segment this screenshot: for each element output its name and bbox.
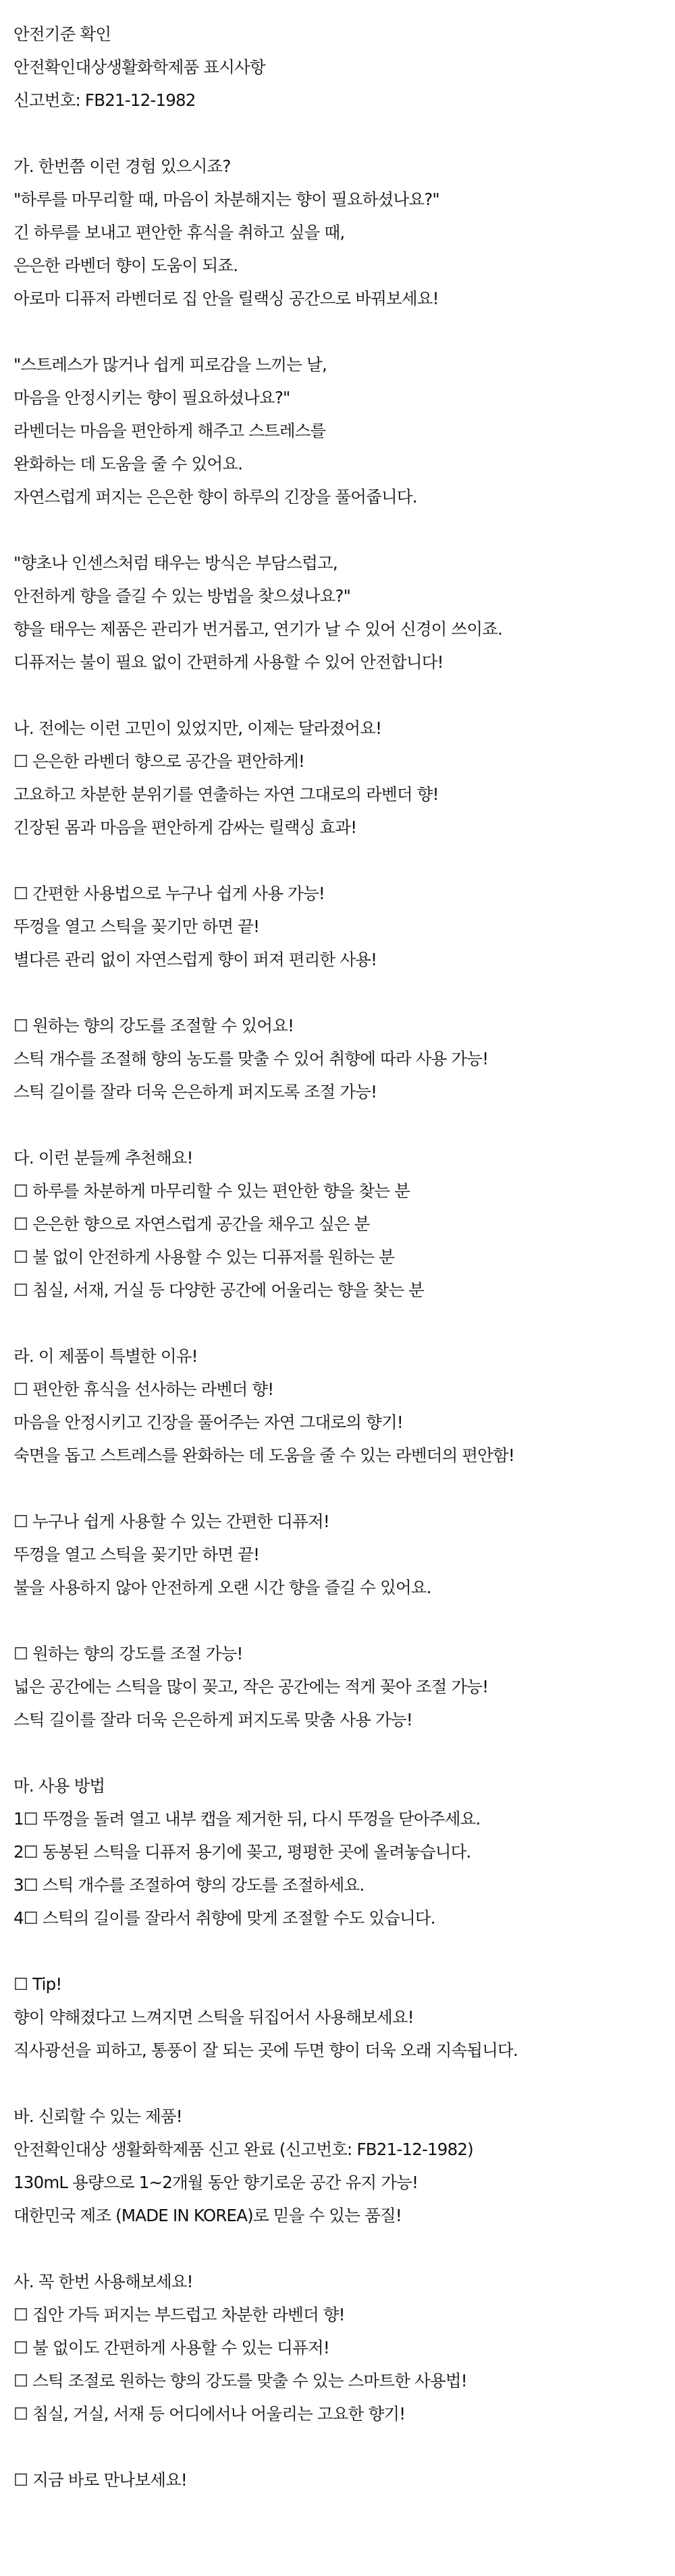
paragraph-gap: [14, 2067, 648, 2100]
text-line: 라벤더는 마음을 편안하게 해주고 스트레스를: [14, 421, 326, 440]
text-line: ☐ 불 없이도 간편하게 사용할 수 있는 디퓨저!: [14, 2338, 329, 2357]
paragraph-gap: [14, 2232, 648, 2265]
text-line: 안전확인대상생활화학제품 표시사항: [14, 57, 265, 77]
paragraph-gap: [14, 1307, 648, 1340]
text-line: 가. 한번쯤 이런 경험 있으시죠?: [14, 156, 231, 176]
text-line: 신고번호: FB21-12-1982: [14, 90, 196, 110]
paragraph-gap: [14, 315, 648, 348]
text-line: ☐ 불 없이 안전하게 사용할 수 있는 디퓨저를 원하는 분: [14, 1247, 395, 1267]
paragraph-gap: [14, 1108, 648, 1141]
paragraph-gap: [14, 976, 648, 1009]
text-line: 직사광선을 피하고, 통풍이 잘 되는 곳에 두면 향이 더욱 오래 지속됩니다.: [14, 2040, 518, 2060]
text-line: 마음을 안정시키고 긴장을 풀어주는 자연 그대로의 향기!: [14, 1412, 403, 1432]
text-line: 넓은 공간에는 스틱을 많이 꽂고, 작은 공간에는 적게 꽂아 조절 가능!: [14, 1677, 489, 1696]
text-line: 아로마 디퓨저 라벤더로 집 안을 릴랙싱 공간으로 바꿔보세요!: [14, 289, 439, 308]
text-line: 뚜껑을 열고 스틱을 꽂기만 하면 끝!: [14, 1545, 260, 1564]
text-line: ☐ 침실, 거실, 서재 등 어디에서나 어울리는 고요한 향기!: [14, 2404, 406, 2424]
text-line: 고요하고 차분한 분위기를 연출하는 자연 그대로의 라벤더 향!: [14, 784, 439, 804]
text-line: 은은한 라벤더 향이 도움이 되죠.: [14, 256, 238, 275]
text-line: 안전하게 향을 즐길 수 있는 방법을 찾으셨나요?": [14, 586, 351, 606]
text-line: 긴장된 몸과 마음을 편안하게 감싸는 릴랙싱 효과!: [14, 818, 357, 837]
paragraph-gap: [14, 2430, 648, 2463]
text-line: ☐ Tip!: [14, 1974, 62, 1994]
text-line: ☐ 원하는 향의 강도를 조절 가능!: [14, 1644, 243, 1663]
text-line: 대한민국 제조 (MADE IN KOREA)로 믿을 수 있는 품질!: [14, 2206, 402, 2225]
text-line: ☐ 스틱 조절로 원하는 향의 강도를 맞출 수 있는 스마트한 사용법!: [14, 2371, 467, 2391]
text-line: ☐ 하루를 차분하게 마무리할 수 있는 편안한 향을 찾는 분: [14, 1181, 410, 1201]
text-line: 향이 약해졌다고 느껴지면 스틱을 뒤집어서 사용해보세요!: [14, 2007, 414, 2027]
text-line: 4☐ 스틱의 길이를 잘라서 취향에 맞게 조절할 수도 있습니다.: [14, 1908, 435, 1928]
text-line: 불을 사용하지 않아 안전하게 오랜 시간 향을 즐길 수 있어요.: [14, 1578, 431, 1597]
text-line: "스트레스가 많거나 쉽게 피로감을 느끼는 날,: [14, 355, 327, 374]
text-line: 별다른 관리 없이 자연스럽게 향이 퍼져 편리한 사용!: [14, 950, 377, 969]
text-line: 안전기준 확인: [14, 24, 111, 44]
text-line: "하루를 마무리할 때, 마음이 차분해지는 향이 필요하셨나요?": [14, 190, 439, 209]
text-line: 향을 태우는 제품은 관리가 번거롭고, 연기가 날 수 있어 신경이 쓰이죠.: [14, 619, 503, 639]
text-line: 나. 전에는 이런 고민이 있었지만, 이제는 달라졌어요!: [14, 718, 382, 738]
text-line: 라. 이 제품이 특별한 이유!: [14, 1346, 198, 1366]
text-line: 사. 꼭 한번 사용해보세요!: [14, 2272, 193, 2291]
text-line: 1☐ 뚜껑을 돌려 열고 내부 캡을 제거한 뒤, 다시 뚜껑을 닫아주세요.: [14, 1809, 481, 1829]
text-line: 스틱 개수를 조절해 향의 농도를 맞출 수 있어 취향에 따라 사용 가능!: [14, 1049, 489, 1068]
text-line: ☐ 은은한 향으로 자연스럽게 공간을 채우고 싶은 분: [14, 1214, 370, 1234]
text-line: ☐ 간편한 사용법으로 누구나 쉽게 사용 가능!: [14, 884, 325, 903]
text-line: 스틱 길이를 잘라 더욱 은은하게 퍼지도록 맞춤 사용 가능!: [14, 1710, 412, 1729]
text-line: 130mL 용량으로 1~2개월 동안 향기로운 공간 유지 가능!: [14, 2173, 418, 2192]
text-line: 마. 사용 방법: [14, 1776, 105, 1796]
text-line: 뚜껑을 열고 스틱을 꽂기만 하면 끝!: [14, 917, 260, 936]
text-line: 자연스럽게 퍼지는 은은한 향이 하루의 긴장을 풀어줍니다.: [14, 487, 417, 507]
paragraph-gap: [14, 844, 648, 877]
text-line: 2☐ 동봉된 스틱을 디퓨저 용기에 꽂고, 평평한 곳에 올려놓습니다.: [14, 1842, 471, 1862]
text-line: ☐ 집안 가득 퍼지는 부드럽고 차분한 라벤더 향!: [14, 2305, 345, 2324]
text-line: 스틱 길이를 잘라 더욱 은은하게 퍼지도록 조절 가능!: [14, 1082, 377, 1101]
paragraph-gap: [14, 117, 648, 150]
paragraph-gap: [14, 513, 648, 546]
paragraph-gap: [14, 1604, 648, 1637]
text-line: 디퓨저는 불이 필요 없이 간편하게 사용할 수 있어 안전합니다!: [14, 652, 443, 672]
text-line: 숙면을 돕고 스트레스를 완화하는 데 도움을 줄 수 있는 라벤더의 편안함!: [14, 1446, 515, 1465]
text-line: ☐ 누구나 쉽게 사용할 수 있는 간편한 디퓨저!: [14, 1512, 329, 1531]
text-line: ☐ 지금 바로 만나보세요!: [14, 2470, 187, 2490]
text-line: 바. 신뢰할 수 있는 제품!: [14, 2107, 182, 2126]
text-line: ☐ 은은한 라벤더 향으로 공간을 편안하게!: [14, 751, 304, 771]
paragraph-gap: [14, 1472, 648, 1505]
text-line: ☐ 편안한 휴식을 선사하는 라벤더 향!: [14, 1379, 274, 1399]
text-line: ☐ 침실, 서재, 거실 등 다양한 공간에 어울리는 향을 찾는 분: [14, 1280, 425, 1300]
text-line: ☐ 원하는 향의 강도를 조절할 수 있어요!: [14, 1016, 294, 1035]
text-line: 안전확인대상 생활화학제품 신고 완료 (신고번호: FB21-12-1982): [14, 2140, 473, 2159]
text-line: 완화하는 데 도움을 줄 수 있어요.: [14, 454, 243, 474]
text-line: 긴 하루를 보내고 편안한 휴식을 취하고 싶을 때,: [14, 223, 345, 242]
text-line: "향초나 인센스처럼 태우는 방식은 부담스럽고,: [14, 553, 338, 573]
text-line: 3☐ 스틱 개수를 조절하여 향의 강도를 조절하세요.: [14, 1875, 364, 1895]
paragraph-gap: [14, 1736, 648, 1769]
text-line: 마음을 안정시키는 향이 필요하셨나요?": [14, 388, 290, 407]
text-line: 다. 이런 분들께 추천해요!: [14, 1148, 193, 1168]
paragraph-gap: [14, 679, 648, 712]
paragraph-gap: [14, 1935, 648, 1968]
